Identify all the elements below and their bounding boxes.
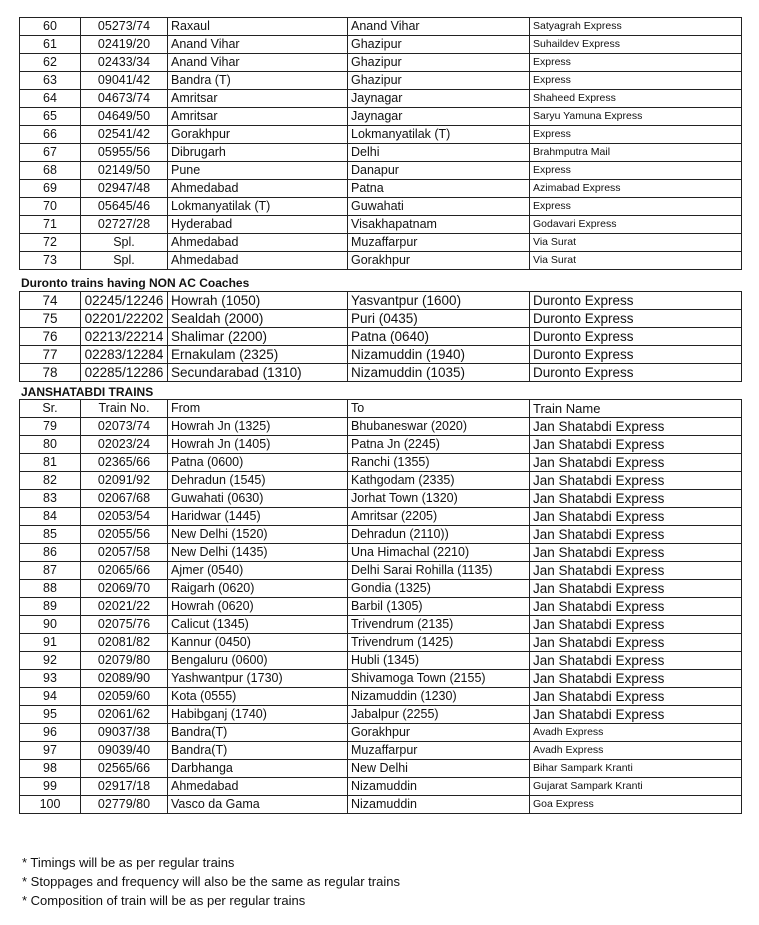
cell-from: Ahmedabad [168, 252, 348, 270]
cell-sr: 86 [20, 544, 81, 562]
cell-train-name: Duronto Express [530, 310, 742, 328]
footnote: * Stoppages and frequency will also be the same as regular trains [22, 874, 400, 889]
cell-from: Bandra(T) [168, 724, 348, 742]
cell-sr: 89 [20, 598, 81, 616]
cell-train-no: 02091/92 [81, 472, 168, 490]
cell-to: Nizamuddin [348, 796, 530, 814]
cell-train-name: Jan Shatabdi Express [530, 544, 742, 562]
cell-to: Delhi [348, 144, 530, 162]
cell-to: Nizamuddin [348, 778, 530, 796]
cell-sr: 97 [20, 742, 81, 760]
cell-train-name: Saryu Yamuna Express [530, 108, 742, 126]
cell-train-no: 02079/80 [81, 652, 168, 670]
cell-to: Jabalpur (2255) [348, 706, 530, 724]
cell-to: Gorakhpur [348, 724, 530, 742]
cell-sr: 66 [20, 126, 81, 144]
cell-from: Ahmedabad [168, 778, 348, 796]
cell-sr: 87 [20, 562, 81, 580]
table-row [20, 252, 742, 270]
table-row [20, 18, 742, 36]
cell-train-name: Express [530, 126, 742, 144]
cell-sr: 77 [20, 346, 81, 364]
cell-train-no: 05955/56 [81, 144, 168, 162]
cell-sr: 70 [20, 198, 81, 216]
cell-train-no: 02285/12286 [81, 364, 168, 382]
cell-from: Ahmedabad [168, 180, 348, 198]
cell-sr: 71 [20, 216, 81, 234]
cell-train-name: Via Surat [530, 252, 742, 270]
table-row [20, 90, 742, 108]
table-row [20, 580, 742, 598]
cell-train-name: Express [530, 162, 742, 180]
table-row [20, 328, 742, 346]
cell-sr: 80 [20, 436, 81, 454]
cell-sr: 65 [20, 108, 81, 126]
cell-train-name: Duronto Express [530, 328, 742, 346]
cell-sr: 69 [20, 180, 81, 198]
cell-sr: 98 [20, 760, 81, 778]
cell-from: Amritsar [168, 108, 348, 126]
cell-train-no: 09041/42 [81, 72, 168, 90]
cell-train-name: Via Surat [530, 234, 742, 252]
cell-to: Jorhat Town (1320) [348, 490, 530, 508]
header-to: To [348, 400, 530, 418]
table-row [20, 598, 742, 616]
header-from: From [168, 400, 348, 418]
cell-train-no: 02065/66 [81, 562, 168, 580]
table-row [20, 364, 742, 382]
cell-from: Haridwar (1445) [168, 508, 348, 526]
header-sr: Sr. [20, 400, 81, 418]
cell-to: Delhi Sarai Rohilla (1135) [348, 562, 530, 580]
cell-sr: 64 [20, 90, 81, 108]
cell-sr: 94 [20, 688, 81, 706]
cell-from: Ernakulam (2325) [168, 346, 348, 364]
cell-train-no: Spl. [81, 234, 168, 252]
cell-from: Kannur (0450) [168, 634, 348, 652]
footnotes [22, 853, 400, 910]
cell-train-name: Jan Shatabdi Express [530, 580, 742, 598]
cell-to: Lokmanyatilak (T) [348, 126, 530, 144]
cell-train-no: 02245/12246 [81, 292, 168, 310]
cell-train-name: Jan Shatabdi Express [530, 688, 742, 706]
cell-train-no: 02433/34 [81, 54, 168, 72]
cell-train-no: 05273/74 [81, 18, 168, 36]
cell-from: New Delhi (1520) [168, 526, 348, 544]
cell-from: Ahmedabad [168, 234, 348, 252]
table-row [20, 652, 742, 670]
cell-train-name: Duronto Express [530, 346, 742, 364]
cell-to: Visakhapatnam [348, 216, 530, 234]
cell-train-no: 04649/50 [81, 108, 168, 126]
cell-to: Hubli (1345) [348, 652, 530, 670]
cell-train-no: 02075/76 [81, 616, 168, 634]
footnote: * Composition of train will be as per regular trains [22, 893, 306, 908]
cell-to: Nizamuddin (1230) [348, 688, 530, 706]
cell-sr: 92 [20, 652, 81, 670]
cell-to: Danapur [348, 162, 530, 180]
cell-train-no: 09039/40 [81, 742, 168, 760]
cell-to: Gorakhpur [348, 252, 530, 270]
cell-train-name: Jan Shatabdi Express [530, 508, 742, 526]
table-row [20, 562, 742, 580]
table-row [20, 144, 742, 162]
cell-train-no: 02057/58 [81, 544, 168, 562]
cell-from: Lokmanyatilak (T) [168, 198, 348, 216]
cell-train-name: Jan Shatabdi Express [530, 436, 742, 454]
cell-sr: 60 [20, 18, 81, 36]
cell-from: Sealdah (2000) [168, 310, 348, 328]
cell-sr: 67 [20, 144, 81, 162]
table-row [20, 670, 742, 688]
cell-sr: 81 [20, 454, 81, 472]
table-row [20, 292, 742, 310]
table-row [20, 706, 742, 724]
cell-sr: 79 [20, 418, 81, 436]
table-row [20, 634, 742, 652]
table-row [20, 72, 742, 90]
cell-to: Ranchi (1355) [348, 454, 530, 472]
cell-from: Kota (0555) [168, 688, 348, 706]
cell-from: Howrah Jn (1325) [168, 418, 348, 436]
cell-to: Muzaffarpur [348, 234, 530, 252]
cell-train-no: 02067/68 [81, 490, 168, 508]
cell-to: Barbil (1305) [348, 598, 530, 616]
table-row [20, 180, 742, 198]
cell-train-name: Jan Shatabdi Express [530, 634, 742, 652]
cell-from: Pune [168, 162, 348, 180]
cell-train-no: 09037/38 [81, 724, 168, 742]
cell-train-name: Avadh Express [530, 742, 742, 760]
table-row [20, 54, 742, 72]
cell-train-name: Bihar Sampark Kranti [530, 760, 742, 778]
cell-train-no: 02023/24 [81, 436, 168, 454]
cell-train-no: 02917/18 [81, 778, 168, 796]
table-row [20, 108, 742, 126]
cell-from: Bandra (T) [168, 72, 348, 90]
cell-from: Habibganj (1740) [168, 706, 348, 724]
cell-sr: 75 [20, 310, 81, 328]
cell-train-no: 02069/70 [81, 580, 168, 598]
cell-from: Amritsar [168, 90, 348, 108]
cell-to: Trivendrum (2135) [348, 616, 530, 634]
cell-to: Guwahati [348, 198, 530, 216]
cell-train-no: 02061/62 [81, 706, 168, 724]
cell-to: Kathgodam (2335) [348, 472, 530, 490]
footnote: * Timings will be as per regular trains [22, 855, 235, 870]
cell-from: Ajmer (0540) [168, 562, 348, 580]
cell-sr: 62 [20, 54, 81, 72]
cell-train-no: 04673/74 [81, 90, 168, 108]
cell-train-no: 02213/22214 [81, 328, 168, 346]
cell-to: Amritsar (2205) [348, 508, 530, 526]
cell-from: Howrah (0620) [168, 598, 348, 616]
cell-from: New Delhi (1435) [168, 544, 348, 562]
cell-to: Gondia (1325) [348, 580, 530, 598]
cell-train-name: Satyagrah Express [530, 18, 742, 36]
cell-sr: 74 [20, 292, 81, 310]
cell-to: Una Himachal (2210) [348, 544, 530, 562]
header-train-no: Train No. [81, 400, 168, 418]
table-row [20, 436, 742, 454]
cell-from: Patna (0600) [168, 454, 348, 472]
cell-train-no: 02149/50 [81, 162, 168, 180]
cell-train-no: 02419/20 [81, 36, 168, 54]
cell-train-name: Duronto Express [530, 364, 742, 382]
cell-sr: 72 [20, 234, 81, 252]
cell-from: Raxaul [168, 18, 348, 36]
cell-from: Hyderabad [168, 216, 348, 234]
header-train-name: Train Name [530, 400, 742, 418]
table-row [20, 760, 742, 778]
cell-sr: 93 [20, 670, 81, 688]
table-row [20, 526, 742, 544]
janshatabdi-heading: JANSHATABDI TRAINS [21, 385, 154, 399]
cell-train-no: 02947/48 [81, 180, 168, 198]
table-row [20, 544, 742, 562]
cell-to: Anand Vihar [348, 18, 530, 36]
cell-from: Darbhanga [168, 760, 348, 778]
cell-from: Shalimar (2200) [168, 328, 348, 346]
cell-sr: 96 [20, 724, 81, 742]
cell-to: Patna [348, 180, 530, 198]
cell-train-no: 02021/22 [81, 598, 168, 616]
cell-from: Gorakhpur [168, 126, 348, 144]
cell-sr: 82 [20, 472, 81, 490]
cell-train-name: Jan Shatabdi Express [530, 652, 742, 670]
table-row [20, 126, 742, 144]
table-row [20, 198, 742, 216]
cell-train-no: 02727/28 [81, 216, 168, 234]
cell-sr: 61 [20, 36, 81, 54]
cell-train-no: 02089/90 [81, 670, 168, 688]
cell-sr: 88 [20, 580, 81, 598]
cell-sr: 83 [20, 490, 81, 508]
cell-train-name: Express [530, 54, 742, 72]
cell-train-name: Gujarat Sampark Kranti [530, 778, 742, 796]
table-row [20, 472, 742, 490]
table-row [20, 234, 742, 252]
table-row [20, 310, 742, 328]
cell-train-name: Godavari Express [530, 216, 742, 234]
cell-train-no: 02283/12284 [81, 346, 168, 364]
cell-train-name: Express [530, 72, 742, 90]
duronto-table [19, 291, 742, 382]
cell-train-no: 02081/82 [81, 634, 168, 652]
cell-to: Dehradun (2110)) [348, 526, 530, 544]
table-row [20, 162, 742, 180]
cell-to: Muzaffarpur [348, 742, 530, 760]
cell-train-no: 05645/46 [81, 198, 168, 216]
cell-to: Patna (0640) [348, 328, 530, 346]
cell-train-name: Jan Shatabdi Express [530, 454, 742, 472]
cell-train-no: 02541/42 [81, 126, 168, 144]
cell-sr: 85 [20, 526, 81, 544]
cell-from: Raigarh (0620) [168, 580, 348, 598]
cell-train-name: Jan Shatabdi Express [530, 526, 742, 544]
cell-train-no: 02059/60 [81, 688, 168, 706]
cell-train-name: Shaheed Express [530, 90, 742, 108]
cell-train-no: Spl. [81, 252, 168, 270]
cell-train-no: 02053/54 [81, 508, 168, 526]
cell-from: Yashwantpur (1730) [168, 670, 348, 688]
table-row [20, 454, 742, 472]
cell-from: Calicut (1345) [168, 616, 348, 634]
cell-to: Jaynagar [348, 90, 530, 108]
cell-train-name: Jan Shatabdi Express [530, 490, 742, 508]
cell-train-no: 02073/74 [81, 418, 168, 436]
cell-to: Shivamoga Town (2155) [348, 670, 530, 688]
cell-from: Anand Vihar [168, 36, 348, 54]
cell-train-no: 02565/66 [81, 760, 168, 778]
cell-train-no: 02201/22202 [81, 310, 168, 328]
table-row [20, 724, 742, 742]
table-row [20, 742, 742, 760]
cell-sr: 90 [20, 616, 81, 634]
cell-sr: 100 [20, 796, 81, 814]
table-row [20, 796, 742, 814]
cell-from: Bandra(T) [168, 742, 348, 760]
cell-sr: 95 [20, 706, 81, 724]
table-row [20, 616, 742, 634]
cell-from: Dibrugarh [168, 144, 348, 162]
cell-from: Dehradun (1545) [168, 472, 348, 490]
cell-to: Jaynagar [348, 108, 530, 126]
cell-to: Nizamuddin (1035) [348, 364, 530, 382]
cell-to: Bhubaneswar (2020) [348, 418, 530, 436]
cell-train-name: Jan Shatabdi Express [530, 706, 742, 724]
cell-train-no: 02365/66 [81, 454, 168, 472]
janshatabdi-table [19, 399, 742, 814]
cell-to: Yasvantpur (1600) [348, 292, 530, 310]
cell-train-name: Jan Shatabdi Express [530, 418, 742, 436]
table-header-row [20, 400, 742, 418]
cell-train-name: Jan Shatabdi Express [530, 670, 742, 688]
cell-sr: 99 [20, 778, 81, 796]
cell-train-name: Duronto Express [530, 292, 742, 310]
cell-from: Howrah (1050) [168, 292, 348, 310]
cell-to: Nizamuddin (1940) [348, 346, 530, 364]
table-row [20, 688, 742, 706]
cell-sr: 78 [20, 364, 81, 382]
cell-train-name: Goa Express [530, 796, 742, 814]
cell-train-name: Suhaildev Express [530, 36, 742, 54]
cell-from: Bengaluru (0600) [168, 652, 348, 670]
cell-train-name: Express [530, 198, 742, 216]
table-row [20, 418, 742, 436]
cell-train-no: 02055/56 [81, 526, 168, 544]
cell-sr: 84 [20, 508, 81, 526]
cell-from: Anand Vihar [168, 54, 348, 72]
cell-sr: 63 [20, 72, 81, 90]
cell-to: Ghazipur [348, 72, 530, 90]
cell-from: Secundarabad (1310) [168, 364, 348, 382]
table-row [20, 36, 742, 54]
cell-sr: 68 [20, 162, 81, 180]
duronto-heading: Duronto trains having NON AC Coaches [21, 276, 250, 290]
table-row [20, 346, 742, 364]
special-trains-table [19, 17, 742, 270]
cell-to: Trivendrum (1425) [348, 634, 530, 652]
cell-to: Ghazipur [348, 36, 530, 54]
cell-train-name: Jan Shatabdi Express [530, 562, 742, 580]
cell-train-name: Avadh Express [530, 724, 742, 742]
cell-sr: 91 [20, 634, 81, 652]
cell-train-name: Jan Shatabdi Express [530, 616, 742, 634]
cell-sr: 73 [20, 252, 81, 270]
cell-train-name: Brahmputra Mail [530, 144, 742, 162]
cell-from: Vasco da Gama [168, 796, 348, 814]
cell-train-no: 02779/80 [81, 796, 168, 814]
cell-to: Puri (0435) [348, 310, 530, 328]
cell-from: Howrah Jn (1405) [168, 436, 348, 454]
cell-train-name: Jan Shatabdi Express [530, 598, 742, 616]
table-row [20, 508, 742, 526]
cell-sr: 76 [20, 328, 81, 346]
table-row [20, 490, 742, 508]
cell-to: New Delhi [348, 760, 530, 778]
cell-train-name: Azimabad Express [530, 180, 742, 198]
cell-from: Guwahati (0630) [168, 490, 348, 508]
cell-train-name: Jan Shatabdi Express [530, 472, 742, 490]
cell-to: Patna Jn (2245) [348, 436, 530, 454]
table-row [20, 216, 742, 234]
cell-to: Ghazipur [348, 54, 530, 72]
table-row [20, 778, 742, 796]
